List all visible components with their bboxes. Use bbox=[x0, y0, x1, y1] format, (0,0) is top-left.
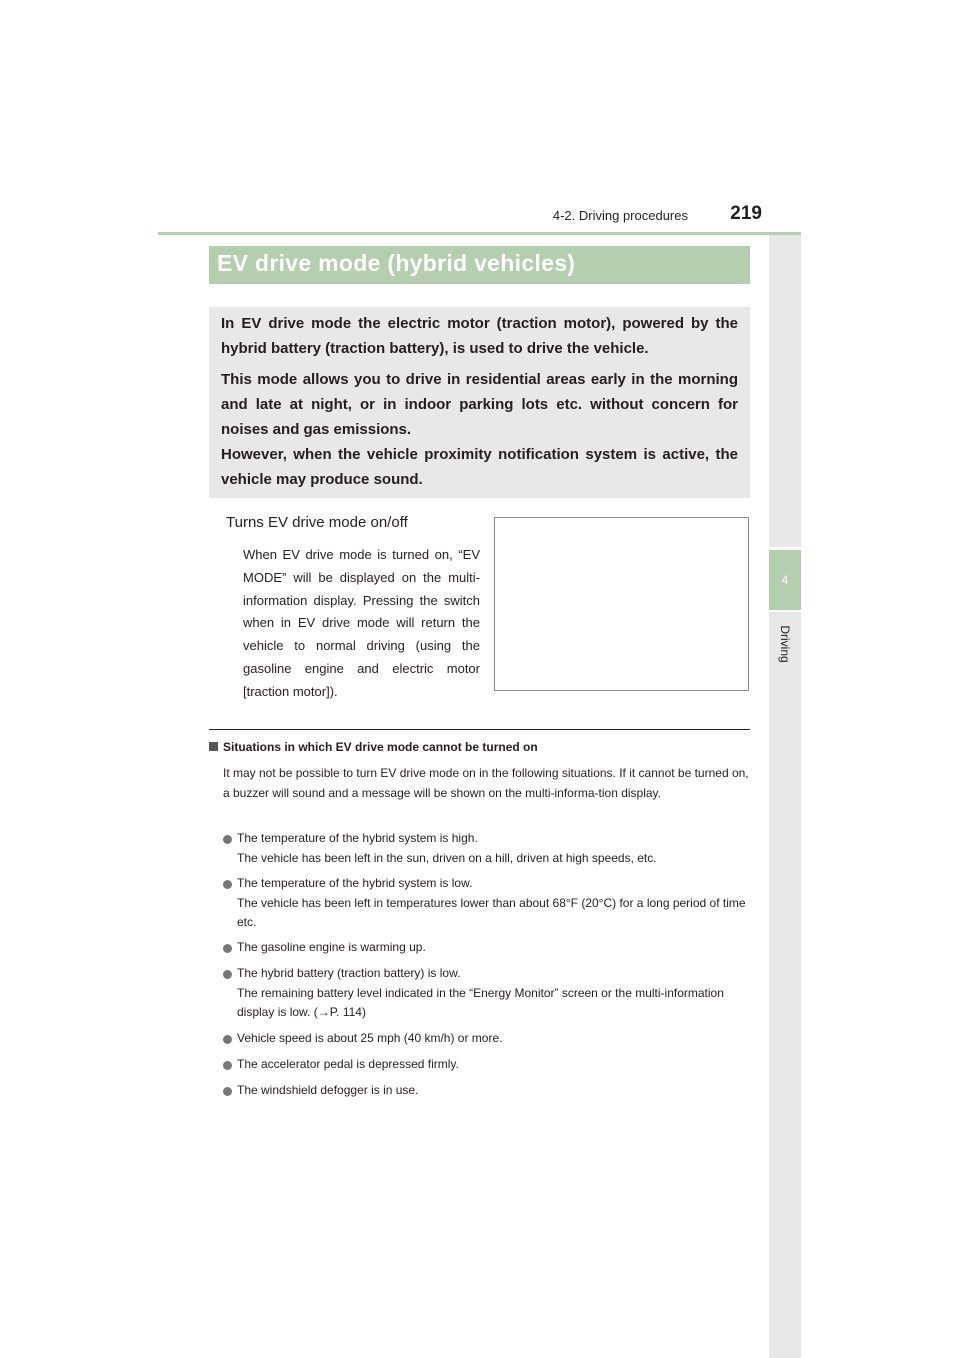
chapter-tab bbox=[769, 550, 801, 610]
list-item-title: The windshield defogger is in use. bbox=[237, 1083, 419, 1097]
bullet-dot-icon bbox=[223, 1061, 232, 1070]
bullet-dot-icon bbox=[223, 944, 232, 953]
switch-label: Turns EV drive mode on/off bbox=[226, 514, 408, 531]
page-title: EV drive mode (hybrid vehicles) bbox=[217, 250, 576, 276]
intro-paragraph: This mode allows you to drive in residential areas early in the morning and late at night, or in indoor parking lots etc. without concern for noises and gas emissions. bbox=[221, 371, 738, 438]
list-item-detail: The vehicle has been left in the sun, driven on a hill, driven at high speeds, etc. bbox=[237, 850, 657, 865]
chapter-label-wrap bbox=[769, 614, 801, 674]
intro-paragraph: In EV drive mode the electric motor (traction motor), powered by the hybrid battery (traction battery), is used to drive the vehicle. bbox=[221, 315, 738, 357]
side-tab-background bbox=[769, 235, 801, 547]
bullet-dot-icon bbox=[223, 1035, 232, 1044]
square-bullet-icon bbox=[209, 742, 218, 751]
list-item-title: The accelerator pedal is depressed firmly. bbox=[237, 1057, 459, 1071]
list-item bbox=[223, 1029, 751, 1049]
list-item bbox=[223, 874, 751, 933]
bullet-dot-icon bbox=[223, 880, 232, 889]
list-item-title: The temperature of the hybrid system is low. bbox=[237, 876, 473, 890]
switch-description: When EV drive mode is turned on, “EV MODE” will be displayed on the multi-information display. Pressing the switch when in EV drive mode will return the vehicle to normal driving (using the gasoline engine and electric motor [traction motor]). bbox=[243, 547, 480, 699]
intro-text bbox=[221, 311, 738, 492]
list-item bbox=[223, 1081, 751, 1101]
list-item-detail: The remaining battery level indicated in the “Energy Monitor” screen or the multi-information display is low. (→P. 114) bbox=[237, 985, 724, 1019]
bullet-dot-icon bbox=[223, 835, 232, 844]
note-heading bbox=[209, 740, 538, 754]
bullet-dot-icon bbox=[223, 970, 232, 979]
header-divider bbox=[158, 232, 801, 235]
side-tab-background-lower bbox=[769, 612, 801, 1358]
list-item-title: Vehicle speed is about 25 mph (40 km/h) or more. bbox=[237, 1031, 503, 1045]
note-heading-text: Situations in which EV drive mode cannot be turned on bbox=[223, 740, 538, 754]
intro-paragraph: However, when the vehicle proximity notification system is active, the vehicle may produce sound. bbox=[221, 446, 738, 488]
section-divider bbox=[209, 729, 750, 730]
list-item bbox=[223, 938, 751, 958]
illustration-frame bbox=[494, 517, 749, 691]
section-header: 4-2. Driving procedures bbox=[552, 208, 688, 223]
note-intro: It may not be possible to turn EV drive mode on in the following situations. If it cannot be turned on, a buzzer will sound and a message will be shown on the multi-informa-tion display. bbox=[223, 766, 749, 800]
list-item bbox=[223, 964, 751, 1023]
chapter-number: 4 bbox=[781, 573, 789, 587]
list-item-detail: The vehicle has been left in temperatures lower than about 68°F (20°C) for a long period of time etc. bbox=[237, 895, 746, 929]
chapter-label: Driving bbox=[778, 625, 792, 663]
list-item bbox=[223, 1055, 751, 1075]
list-item-title: The gasoline engine is warming up. bbox=[237, 940, 426, 954]
list-item-title: The hybrid battery (traction battery) is low. bbox=[237, 966, 461, 980]
bullet-dot-icon bbox=[223, 1087, 232, 1096]
page-number: 219 bbox=[730, 203, 762, 224]
list-item bbox=[223, 829, 751, 868]
list-item-title: The temperature of the hybrid system is high. bbox=[237, 831, 478, 845]
